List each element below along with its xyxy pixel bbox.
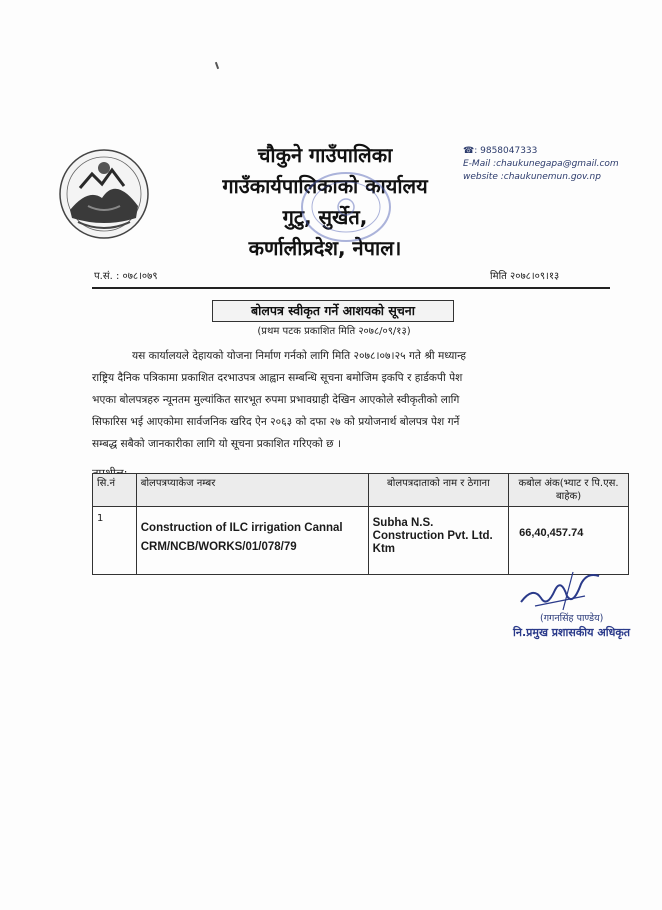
notice-title-box [212,300,454,322]
cell-amount [509,507,629,575]
office-name: गाउँकार्यपालिकाको कार्यालय [222,174,428,198]
table-row [93,507,629,575]
notice-line: सम्बद्ध सबैको जानकारीका लागि यो सूचना प्रकाशित गरिएको छ । [92,438,341,450]
notice-body [92,345,620,455]
header-bidder: बोलपत्रदाताको नाम र ठेगाना [368,474,508,507]
notice-title: बोलपत्र स्वीकृत गर्ने आशयको सूचना [251,303,415,318]
scan-mark [215,62,219,69]
header-sn: सि.नं [93,474,137,507]
package-number: CRM/NCB/WORKS/01/078/79 [140,541,297,553]
notice-line: भएका बोलपत्रहरु न्यूनतम मुल्यांकित सारभूत रुपमा प्रभावग्राही देखिन आएकोले स्वीकृतीको लागि [92,394,460,406]
cell-package [136,507,368,575]
notice-subtitle: (प्रथम पटक प्रकाशित मिति २०७८/०९/१३) [257,326,411,337]
signer-title: नि.प्रमुख प्रशासकीय अधिकृत [513,626,631,639]
email-address: E-Mail :chaukunegapa@gmail.com [463,159,619,169]
signer-name: (गगनसिंह पाण्डेय) [540,613,604,624]
header-package: बोलपत्रप्याकेज नम्बर [136,474,368,507]
issue-date: मिति २०७८।०९।१३ [490,271,560,282]
signature-icon [515,566,605,614]
header-divider [92,287,610,289]
header-amount: कबोल अंक(भ्याट र पि.एस. बाहेक) [509,474,629,507]
phone-number: 9858047333 [480,146,538,156]
package-name: Construction of ILC irrigation Cannal [140,522,343,534]
table-header-row [93,474,629,507]
bidder-name: Subha N.S. Construction Pvt. Ltd. Ktm [372,517,493,555]
cell-sn: 1 [93,507,137,575]
bid-amount: 66,40,457.74 [519,527,584,539]
notice-line: सिफारिस भई आएकोमा सार्वजनिक खरिद ऐन २०६३ को दफा २७ को प्रयोजनार्थ बोलपत्र पेश गर्ने [92,416,460,428]
municipality-name: चौकुने गाउँपालिका [257,143,393,167]
notice-line: यस कार्यालयले देहायको योजना निर्माण गर्नको लागि मिति २०७८।०७।२५ गते श्री मध्यान्ह [132,350,466,362]
nepal-emblem-icon [58,148,150,240]
phone-line: ☎: 9858047333 [463,146,538,156]
reference-number: प.सं. : ०७८।०७९ [94,271,158,282]
office-stamp-icon [298,168,394,246]
phone-icon: ☎ [463,146,475,156]
cell-bidder [368,507,508,575]
website-address: website :chaukunemun.gov.np [463,172,601,182]
office-province: कर्णालीप्रदेश, नेपाल। [248,236,402,260]
contact-info [463,145,658,184]
office-location: गुटु, सुर्खेत, [282,205,368,229]
package-text [141,513,364,557]
notice-line: राष्ट्रिय दैनिक पत्रिकामा प्रकाशित दरभाउपत्र आह्वान सम्बन्धि सूचना बमोजिम इकपि र हार्डकपी पेश [92,372,463,384]
bid-table [92,473,629,575]
